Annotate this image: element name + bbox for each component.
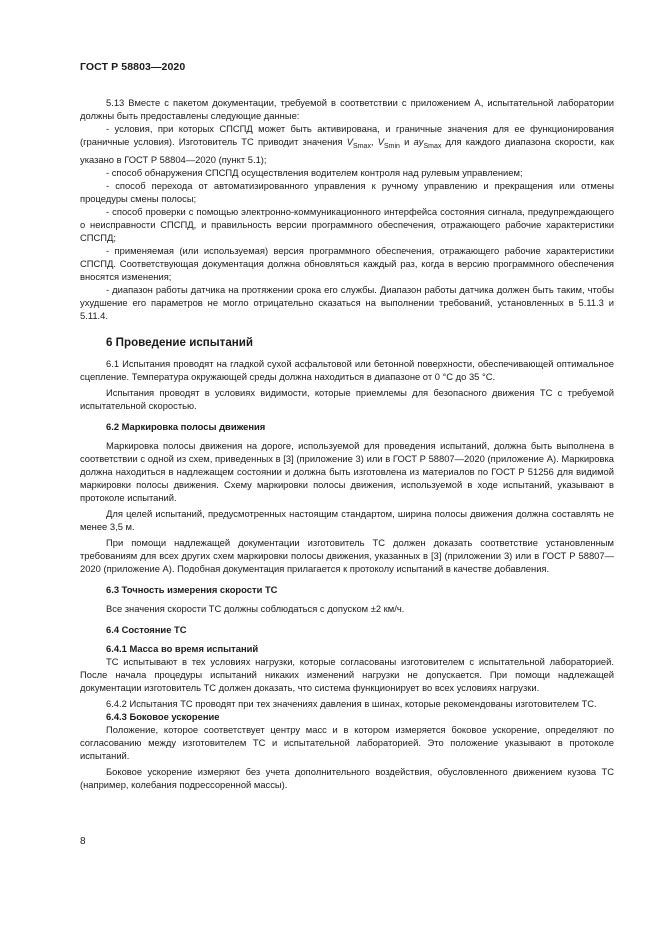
- para-marking: Маркировка полосы движения на дороге, используемой для проведения испытаний, должна быть выполнена в соответствии с одной из схем, приведенных в [3] (приложение 3) или в ГОСТ Р 58807—2020 (приложение А). Маркировка должна находиться в надлежащем состоянии и должна быть изготовлена из материалов по ГОСТ Р 51256 для видимой маркировки полосы движения. Схему маркировки полосы движения, используемой в ходе испытаний, указывают в протоколе испытаний.: [80, 439, 614, 503]
- list-item-software: - применяемая (или используемая) версия программного обеспечения, отражающего рабочие характеристики СПСПД. Соответствующая документация должна обновляться каждый раз, когда в версию программного обеспечения вносятся изменения;: [80, 244, 614, 282]
- para-lateral-position: Положение, которое соответствует центру масс и в котором измеряется боковое ускорение, определяют по согласованию между изготовителем ТС и испытательной лабораторией. Это положение указывают в протоколе испытаний.: [80, 723, 614, 761]
- section-6-4-1-heading: 6.4.1 Масса во время испытаний: [106, 642, 259, 654]
- para-lane-width: Для целей испытаний, предусмотренных настоящим стандартом, ширина полосы движения должна составлять не менее 3,5 м.: [80, 507, 614, 532]
- list-item-check: - способ проверки с помощью электронно-коммуникационного интерфейса состояния сигнала, предупреждающего о неисправности СПСПД, и правильность версии программного обеспечения, отражающего рабочие характеристики СПСПД;: [80, 205, 614, 243]
- document-body: [80, 96, 614, 791]
- para-documentation: При помощи надлежащей документации изготовитель ТС должен доказать соответствие установленным требованиям для всех других схем маркировки полосы движения, указанных в [3] (приложении 3) или в ГОСТ Р 58807—2020 (приложение А). Подобная документация прилагается к протоколу испытаний в качестве добавления.: [80, 536, 614, 574]
- section-6-4-3-heading: 6.4.3 Боковое ускорение: [106, 710, 220, 722]
- section-6-4-heading: 6.4 Состояние ТС: [106, 623, 187, 635]
- para-5-13: 5.13 Вместе с пакетом документации, требуемой в соответствии с приложением А, испытательной лаборатории должны быть предоставлены следующие данные:: [80, 97, 614, 121]
- para-6-4-2: 6.4.2 Испытания ТС проводят при тех значениях давления в шинах, которые рекомендованы изготовителем ТС.: [106, 697, 597, 709]
- section-6-2-heading: 6.2 Маркировка полосы движения: [106, 420, 266, 432]
- section-6-heading: 6 Проведение испытаний: [106, 335, 254, 349]
- para-visibility: Испытания проводят в условиях видимости, которые приемлемы для безопасного движения ТС с требуемой испытательной скоростью.: [80, 386, 614, 411]
- para-load-conditions: ТС испытывают в тех условиях нагрузки, которые согласованы изготовителем с испытательной лабораторией. После начала процедуры испытаний никаких изменений нагрузки не допускается. При помощи надлежащей документации изготовитель ТС должен доказать, что система функционирует во всех условиях нагрузки.: [80, 655, 614, 693]
- para-speed-tolerance: Все значения скорости ТС должны соблюдаться с допуском ±2 км/ч.: [106, 602, 405, 614]
- list-item-conditions: - условия, при которых СПСПД может быть активирована, и граничные значения для ее функционирования (граничные условия). Изготовитель ТС приводит значения $V_{Smax}$, $V_{Smin}$ и $ay_{Smax}$ для каждого диапазона скорости, как указано в ГОСТ Р 58804—2020 (пункт 5.1);: [80, 123, 614, 165]
- list-item-sensor: - диапазон работы датчика на протяжении срока его службы. Диапазон работы датчика должен быть таким, чтобы ухудшение его параметров не могло отрицательно сказаться на выполнении требований, установленных в 5.11.3 и 5.11.4.: [80, 283, 614, 321]
- para-6-1: 6.1 Испытания проводят на гладкой сухой асфальтовой или бетонной поверхности, обеспечивающей оптимальное сцепление. Температура окружающей среды должна находиться в диапазоне от 0 °С до 35 °С.: [80, 357, 614, 382]
- section-6-3-heading: 6.3 Точность измерения скорости ТС: [106, 583, 278, 595]
- list-item-transition: - способ перехода от автоматизированного управления к ручному управлению и прекращения или отмены процедуры смены полосы;: [80, 179, 614, 204]
- page-number: 8: [80, 836, 86, 847]
- para-lateral-measure: Боковое ускорение измеряют без учета дополнительного воздействия, обусловленного движением кузова ТС (например, колебания подрессоренной массы).: [80, 765, 614, 790]
- list-item-detection: - способ обнаружения СПСПД осуществления водителем контроля над рулевым управлением;: [106, 166, 523, 178]
- standard-header: ГОСТ Р 58803—2020: [80, 61, 186, 73]
